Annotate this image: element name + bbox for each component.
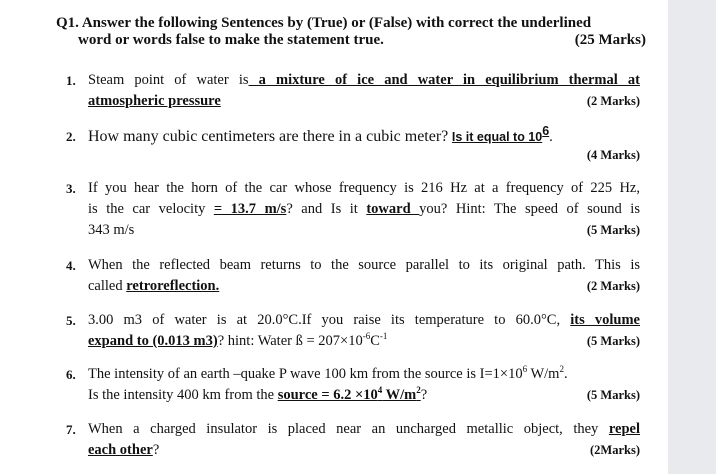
superscript: 2: [559, 364, 564, 375]
superscript: 2: [416, 385, 421, 396]
underlined-phrase: [278, 387, 421, 403]
item-text: Is the intensity 400 km from the: [88, 387, 278, 403]
item-text: you? Hint: The speed of sound is: [419, 201, 640, 217]
item-text: The intensity of an earth –quake P wave 100 km from the source is I=1×10: [88, 366, 523, 382]
item-number: 7.: [66, 422, 76, 437]
item-marks: (5 Marks): [586, 388, 640, 402]
underlined-phrase: = 13.7 m/s: [213, 201, 287, 217]
item-number: 2.: [66, 129, 76, 144]
item-text: C: [370, 333, 380, 349]
item-marks: (2 Marks): [586, 279, 640, 293]
underlined-phrase: retroreflection.: [126, 278, 220, 294]
list-item: [66, 70, 640, 112]
list-item: [66, 255, 640, 297]
heading-line-2: word or words false to make the statement true.: [78, 32, 384, 48]
item-text: ? hint: Water ß = 207×10: [217, 333, 363, 349]
superscript: -6: [362, 331, 371, 342]
underlined-phrase: a mixture of ice and water in equilibrium thermal at: [248, 72, 640, 88]
item-number: 3.: [66, 181, 76, 196]
item-text: 3.00 m3 of water is at 20.0°C.If you raise its temperature to 60.0°C,: [88, 312, 571, 328]
underlined-phrase: toward: [366, 201, 420, 217]
list-item: [66, 419, 640, 461]
item-text: W/m: [527, 366, 560, 382]
underlined-text: W/m: [382, 387, 417, 403]
question-heading: [56, 15, 646, 49]
superscript: 6: [542, 124, 550, 139]
item-text: If you hear the horn of the car whose frequency is 216 Hz at a frequency of 225 Hz,: [88, 180, 640, 196]
item-text: How many cubic centimeters are there in a cubic meter?: [88, 128, 449, 145]
item-marks: (5 Marks): [586, 334, 640, 348]
punctuation: ?: [152, 442, 160, 458]
item-text: is the car velocity: [88, 201, 214, 217]
side-panel: [668, 0, 716, 474]
item-text: called: [88, 278, 127, 294]
underlined-phrase: expand to (0.013 m3): [88, 333, 218, 349]
item-text: Steam point of water is: [88, 72, 249, 88]
underlined-phrase: atmospheric pressure: [88, 93, 221, 109]
item-marks: (4 Marks): [586, 148, 640, 162]
item-marks: (2 Marks): [586, 94, 640, 108]
underlined-text: source = 6.2 ×10: [277, 387, 378, 403]
list-item: [66, 364, 640, 406]
list-item: [66, 178, 640, 241]
item-text: When a charged insulator is placed near an uncharged metallic object, they: [88, 421, 609, 437]
item-text: 343 m/s: [88, 222, 135, 238]
item-marks: (2Marks): [590, 443, 640, 457]
list-item: [66, 310, 640, 352]
item-number: 6.: [66, 367, 76, 382]
heading-marks: (25 Marks): [574, 32, 646, 48]
item-number: 1.: [66, 73, 76, 88]
punctuation: .: [563, 366, 568, 382]
item-text: When the reflected beam returns to the source parallel to its original path. This is: [88, 257, 640, 273]
superscript: -1: [379, 331, 388, 342]
punctuation: .: [549, 129, 553, 145]
list-item: [66, 126, 640, 162]
underlined-phrase: repel: [608, 421, 640, 437]
superscript: 4: [377, 385, 383, 396]
superscript: 6: [522, 364, 528, 375]
underlined-phrase: each other: [88, 442, 153, 458]
item-text: ? and Is it: [286, 201, 367, 217]
punctuation: ?: [420, 387, 428, 403]
item-number: 5.: [66, 313, 76, 328]
heading-line-1: Q1. Answer the following Sentences by (True) or (False) with correct the underlined: [56, 15, 592, 31]
item-number: 4.: [66, 258, 76, 273]
underlined-phrase: its volume: [570, 312, 640, 328]
item-marks: (5 Marks): [586, 223, 640, 237]
underlined-phrase: Is it equal to 10: [451, 130, 543, 144]
